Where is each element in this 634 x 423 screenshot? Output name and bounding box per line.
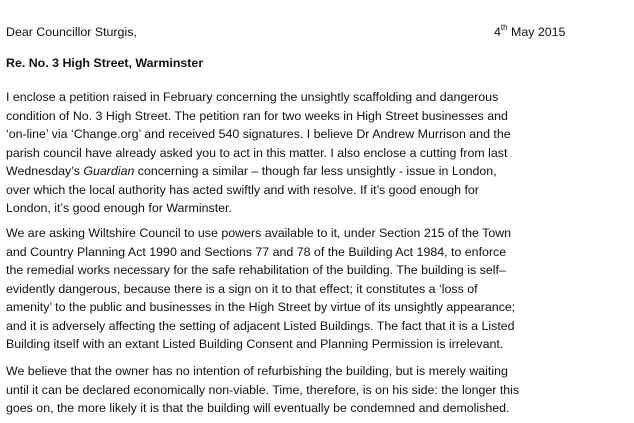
paragraph-line: amenity’ to the public and businesses in the High Street by virtue of its unsightly appearance; [6, 300, 516, 314]
paragraph-line: ‘on-line’ via ‘Change.org’ and received 540 signatures. I believe Dr Andrew Murrison and the [6, 127, 511, 141]
paragraph-line: until it can be declared economically non-viable. Time, therefore, is on his side: the longer this [6, 382, 520, 397]
paragraph-line: We are asking Wiltshire Council to use powers available to it, under Section 215 of the Town [6, 226, 512, 240]
paragraph-line: goes on, the more likely it is that the building will eventually be condemned and demolished. [6, 401, 510, 415]
paragraph-line: condition of No. 3 High Street. The petition ran for two weeks in High Street businesses and [6, 108, 508, 123]
newspaper-name: Guardian [83, 164, 135, 178]
paragraph-line: London, it’s good enough for Warminster. [6, 201, 232, 215]
paragraph-1 [6, 88, 511, 218]
paragraph-line: and Country Planning Act 1990 and Sections 77 and 78 of the Building Act 1984, to enforce [6, 244, 507, 259]
letter-date [494, 23, 565, 42]
letter-header [6, 23, 606, 41]
paragraph-2 [6, 224, 515, 354]
subject-line: Re. No. 3 High Street, Warminster [6, 56, 204, 70]
paragraph-line: over which the local authority has acted swiftly and with resolve. If it’s good enough for [6, 182, 479, 197]
date-suffix: th [500, 22, 508, 32]
paragraph-line: We believe that the owner has no intention of refurbishing the building, but is merely waiting [6, 364, 508, 378]
line-text: Wednesday’s [6, 164, 84, 178]
paragraph-line: and it is adversely affecting the setting of adjacent Listed Buildings. The fact that it is a Listed [6, 318, 515, 333]
line-text: concerning a similar – though far less unsightly - issue in London, [134, 164, 497, 178]
salutation: Dear Councillor Sturgis, [6, 25, 137, 39]
paragraph-line [6, 162, 511, 181]
paragraph-line: parish council have already asked you to act in this matter. I also enclose a cutting from last [6, 145, 508, 160]
date-month-year: May 2015 [507, 25, 566, 39]
paragraph-3 [6, 362, 519, 418]
date-day: 4 [494, 25, 501, 39]
paragraph-line: evidently dangerous, because there is a sign on it to that effect; it constitutes a ‘loss of [6, 281, 478, 296]
paragraph-line: the remedial works necessary for the safe rehabilitation of the building. The building is self– [6, 263, 506, 277]
paragraph-line: I enclose a petition raised in February concerning the unsightly scaffolding and dangerous [6, 90, 499, 104]
paragraph-line: Building itself with an extant Listed Building Consent and Planning Permission is irrelevant. [6, 337, 504, 351]
